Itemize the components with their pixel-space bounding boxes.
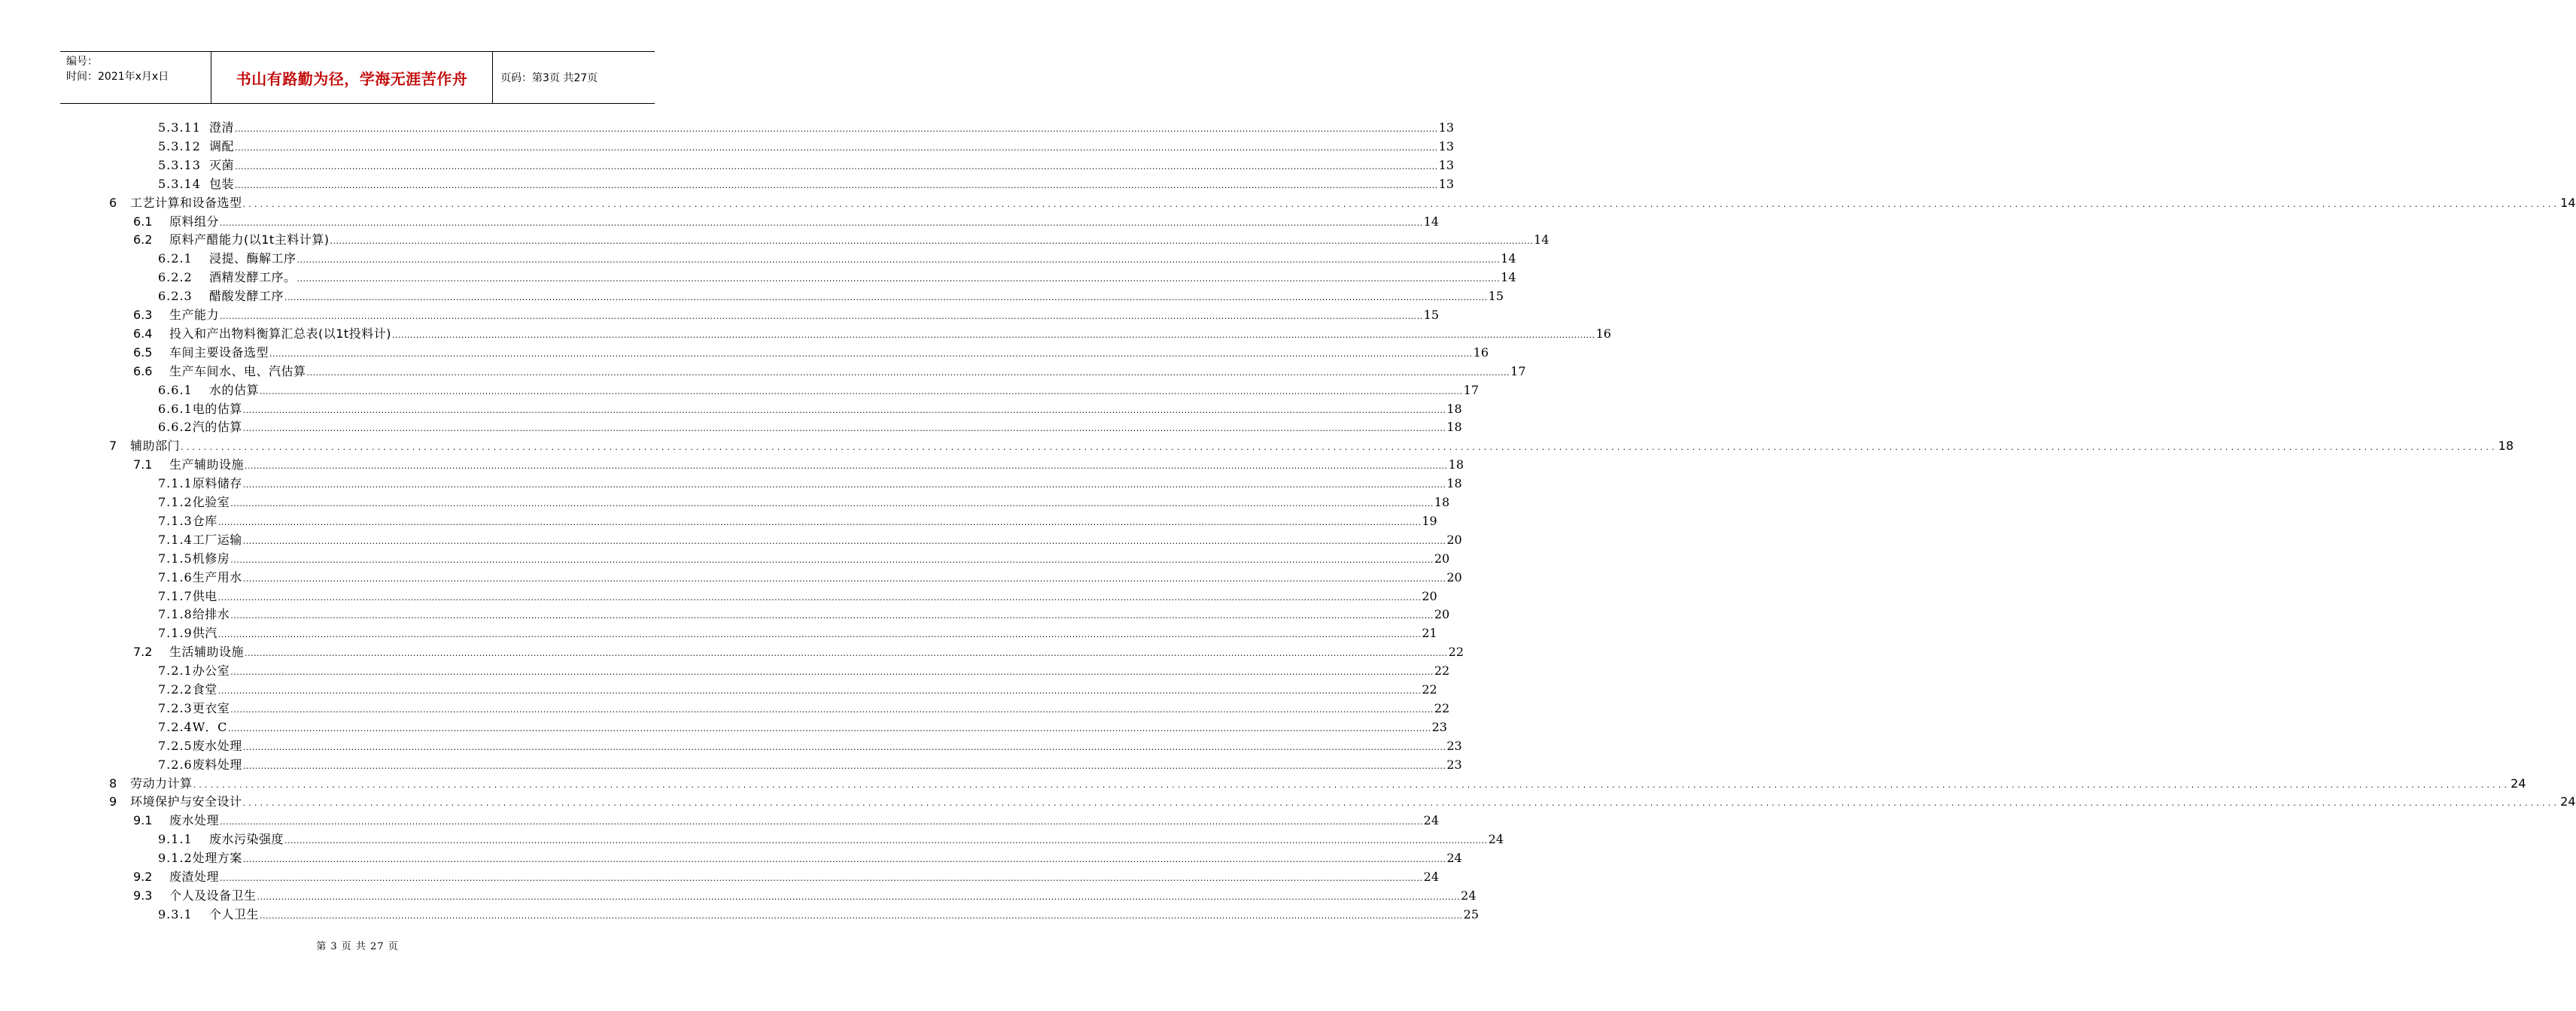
toc-entry-title: 更衣室: [192, 700, 230, 715]
toc-leader-dots: ................................................................................................................................................................................................................................................................................................................................................................................................................: [269, 348, 1473, 359]
toc-entry-title: 生产能力: [169, 308, 220, 322]
toc-leader-dots: ................................................................................................................................................................................................................................................................................................................................................................................................................: [235, 124, 1438, 134]
toc-entry-title: 环境保护与安全设计: [130, 794, 242, 809]
toc-entry[interactable]: [158, 250, 1516, 269]
toc-entry[interactable]: [158, 175, 1455, 194]
toc-entry-title: 废料处理: [192, 757, 242, 772]
toc-entry-page: 23: [1431, 719, 1447, 734]
toc-leader-dots: ................................................................................................................................................................................................................................................................................................................................................................................................................: [217, 630, 1422, 640]
toc-leader-dots: ................................................................................................................................................................................................................................................................................................................................................................................................................: [230, 667, 1434, 678]
toc-entry-number: 6.5: [133, 345, 153, 360]
toc-leader-dots: ................................................................................................................................................................................................................................................................................................................................................................................................................: [242, 573, 1446, 584]
toc-entry-number: 6.6.1: [158, 382, 193, 397]
toc-entry-page: 14: [1423, 214, 1440, 229]
toc-entry[interactable]: [158, 287, 1504, 306]
toc-entry-number: 6.6.1: [158, 401, 193, 416]
toc-entry-page: 20: [1434, 551, 1450, 566]
toc-entry-page: 24: [2560, 794, 2576, 809]
toc-entry-page: 23: [1446, 757, 1462, 772]
toc-entry-page: 24: [1423, 813, 1440, 828]
toc-entry-page: 23: [1446, 738, 1462, 753]
toc-entry-number: 8: [109, 776, 117, 791]
toc-entry-page: 18: [1434, 495, 1450, 509]
toc-entry-number: 6.2.3: [158, 289, 193, 304]
toc-entry-number: 6.2.1: [158, 251, 193, 266]
toc-entry-page: 20: [1434, 607, 1450, 622]
toc-entry[interactable]: [133, 643, 1464, 662]
toc-entry-title: W．C: [192, 719, 227, 734]
toc-entry[interactable]: [158, 662, 1450, 681]
toc-entry[interactable]: [158, 849, 1462, 868]
toc-leader-dots: ................................................................................................................................................................................................................................................................................................................................................................................................................: [297, 255, 1501, 266]
toc-entry[interactable]: [158, 138, 1455, 156]
toc-entry-number: 7.1.9: [158, 626, 193, 641]
toc-entry-number: 6.6.2: [158, 420, 193, 435]
toc-entry-number: 7.1.4: [158, 532, 193, 547]
page-footer: 第 3 页 共 27 页: [316, 941, 399, 952]
toc-entry-number: 7.1.3: [158, 513, 193, 528]
toc-entry-page: 24: [1488, 832, 1504, 847]
toc-entry-title: 废水处理: [192, 738, 242, 753]
toc-entry-number: 7.1.2: [158, 495, 193, 509]
toc-entry-title: 处理方案: [192, 851, 242, 866]
toc-leader-dots: ................................................................................................................................................................................................................................................................................................................................................................................................................: [306, 367, 1510, 378]
toc-entry-title: 生产用水: [192, 569, 242, 584]
toc-leader-dots: ................................................................................................................................................................................................................................................................................................................................................................................................................: [217, 592, 1422, 603]
toc-entry-page: 18: [1448, 457, 1464, 472]
toc-entry[interactable]: [158, 830, 1504, 849]
toc-leader-dots: ................................................................................................................................................................................................................................................................................................................................................................................................................: [227, 723, 1431, 733]
toc-entry-page: 17: [1463, 382, 1480, 397]
toc-entry-title: 供汽: [192, 626, 217, 641]
toc-entry-title: 醋酸发酵工序: [209, 289, 284, 304]
toc-entry-title: 供电: [192, 588, 217, 603]
toc-entry-title: 水的估算: [209, 382, 260, 397]
toc-entry-number: 5.3.14: [158, 176, 201, 191]
toc-entry-page: 24: [1461, 888, 1477, 903]
toc-entry-title: 化验室: [192, 495, 230, 509]
toc-entry-number: 7.2.1: [158, 663, 193, 679]
toc-entry-title: 工艺计算和设备选型: [130, 195, 242, 210]
toc-entry-page: 18: [1446, 401, 1462, 416]
toc-entry[interactable]: [158, 400, 1462, 419]
toc-entry[interactable]: [158, 381, 1480, 400]
toc-entry-page: 18: [1446, 476, 1462, 491]
toc-entry[interactable]: [158, 737, 1462, 756]
toc-entry-page: 22: [1434, 700, 1450, 715]
toc-leader-dots: ................................................................................................................................................................................................................................................................................................................................................................................................................: [220, 817, 1423, 827]
toc-entry-title: 生产车间水、电、汽估算: [169, 363, 306, 378]
toc-entry[interactable]: [158, 569, 1462, 587]
toc-entry-number: 9.2: [133, 870, 153, 884]
toc-entry-page: 24: [1423, 870, 1440, 884]
toc-entry-page: 14: [2560, 195, 2576, 210]
toc-entry-title: 投入和产出物料衡算汇总表(以1t投料计): [169, 326, 391, 341]
toc-entry-number: 6: [109, 195, 117, 210]
toc-entry-title: 酒精发酵工序。: [209, 270, 297, 285]
toc-leader-dots: ................................................................................................................................................................................................................................................................................................................................................................................................................: [260, 386, 1463, 396]
page-header: [60, 51, 655, 104]
toc-entry-title: 办公室: [192, 663, 230, 679]
toc-entry[interactable]: [133, 887, 1477, 906]
toc-leader-dots: ................................................................................................................................................................................................................................................................................................................................................................................................................: [193, 779, 2511, 790]
toc-entry-page: 13: [1438, 176, 1455, 191]
toc-entry[interactable]: [158, 493, 1450, 512]
toc-entry-title: 仓库: [192, 513, 217, 528]
toc-entry[interactable]: [158, 624, 1437, 643]
toc-entry-title: 废水处理: [169, 813, 220, 828]
toc-entry-number: 7.1.7: [158, 588, 193, 603]
toc-entry[interactable]: [109, 793, 2576, 812]
toc-entry-page: 16: [1473, 345, 1489, 360]
toc-entry-number: 7.2: [133, 645, 153, 660]
document-number-label: 编号：: [66, 56, 98, 68]
toc-entry-title: 给排水: [192, 607, 230, 622]
toc-entry-page: 13: [1438, 138, 1455, 153]
toc-leader-dots: ................................................................................................................................................................................................................................................................................................................................................................................................................: [235, 161, 1438, 172]
toc-leader-dots: ................................................................................................................................................................................................................................................................................................................................................................................................................: [242, 424, 1446, 434]
toc-entry-number: 5.3.13: [158, 157, 201, 172]
toc-entry[interactable]: [158, 475, 1462, 493]
toc-entry-title: 工厂运输: [192, 532, 242, 547]
toc-entry-number: 7.2.3: [158, 700, 193, 715]
toc-entry-title: 个人及设备卫生: [169, 888, 257, 903]
toc-entry[interactable]: [133, 306, 1440, 325]
toc-entry-page: 18: [1446, 420, 1462, 435]
toc-leader-dots: ................................................................................................................................................................................................................................................................................................................................................................................................................: [260, 910, 1463, 921]
toc-entry[interactable]: [133, 231, 1550, 250]
toc-leader-dots: ................................................................................................................................................................................................................................................................................................................................................................................................................: [284, 293, 1488, 303]
toc-entry-title: 劳动力计算: [130, 776, 193, 791]
toc-leader-dots: ................................................................................................................................................................................................................................................................................................................................................................................................................: [391, 329, 1595, 340]
toc-leader-dots: ................................................................................................................................................................................................................................................................................................................................................................................................................: [230, 704, 1434, 715]
toc-leader-dots: ................................................................................................................................................................................................................................................................................................................................................................................................................: [242, 480, 1446, 490]
toc-entry-title: 澄清: [209, 120, 235, 135]
toc-entry[interactable]: [109, 775, 2526, 794]
toc-entry-title: 调配: [209, 138, 235, 153]
toc-entry-number: 6.2.2: [158, 270, 193, 285]
toc-leader-dots: ................................................................................................................................................................................................................................................................................................................................................................................................................: [284, 836, 1488, 846]
toc-entry-page: 16: [1595, 326, 1611, 341]
toc-entry-page: 17: [1510, 363, 1526, 378]
toc-entry[interactable]: [133, 868, 1440, 887]
toc-entry[interactable]: [158, 606, 1450, 624]
toc-entry[interactable]: [158, 906, 1480, 924]
toc-leader-dots: ................................................................................................................................................................................................................................................................................................................................................................................................................: [257, 891, 1461, 902]
toc-leader-dots: ................................................................................................................................................................................................................................................................................................................................................................................................................: [242, 761, 1446, 771]
toc-entry-number: 5.3.11: [158, 120, 201, 135]
toc-entry-number: 7.2.2: [158, 682, 193, 697]
toc-entry-number: 7.1.5: [158, 551, 193, 566]
toc-entry-title: 原料储存: [192, 476, 242, 491]
toc-entry-page: 21: [1422, 626, 1437, 641]
toc-entry-page: 20: [1446, 532, 1462, 547]
toc-entry[interactable]: [133, 812, 1440, 830]
toc-entry-page: 24: [2511, 776, 2526, 791]
toc-leader-dots: ................................................................................................................................................................................................................................................................................................................................................................................................................: [245, 461, 1448, 472]
toc-leader-dots: ................................................................................................................................................................................................................................................................................................................................................................................................................: [217, 686, 1422, 696]
toc-entry-number: 9.3: [133, 888, 153, 903]
toc-entry[interactable]: [158, 550, 1450, 569]
toc-entry-page: 20: [1422, 588, 1437, 603]
toc-entry-title: 原料产醋能力(以1t主料计算): [169, 232, 330, 247]
toc-leader-dots: ................................................................................................................................................................................................................................................................................................................................................................................................................: [181, 442, 2498, 453]
toc-entry[interactable]: [158, 156, 1455, 175]
toc-leader-dots: ................................................................................................................................................................................................................................................................................................................................................................................................................: [220, 873, 1423, 883]
toc-entry-number: 9.1: [133, 813, 153, 828]
toc-entry[interactable]: [158, 269, 1516, 287]
toc-entry[interactable]: [133, 325, 1611, 344]
toc-entry[interactable]: [133, 363, 1526, 381]
toc-entry-title: 汽的估算: [192, 420, 242, 435]
toc-entry[interactable]: [158, 587, 1437, 606]
toc-leader-dots: ................................................................................................................................................................................................................................................................................................................................................................................................................: [235, 142, 1438, 153]
toc-leader-dots: ................................................................................................................................................................................................................................................................................................................................................................................................................: [242, 536, 1446, 546]
toc-entry-number: 6.4: [133, 326, 153, 341]
toc-leader-dots: ................................................................................................................................................................................................................................................................................................................................................................................................................: [242, 855, 1446, 865]
toc-entry-number: 6.6: [133, 363, 153, 378]
toc-entry[interactable]: [109, 437, 2514, 456]
toc-leader-dots: ................................................................................................................................................................................................................................................................................................................................................................................................................: [330, 236, 1534, 247]
toc-leader-dots: ................................................................................................................................................................................................................................................................................................................................................................................................................: [242, 798, 2560, 809]
toc-entry-title: 车间主要设备选型: [169, 345, 269, 360]
toc-entry-title: 废水污染强度: [209, 832, 284, 847]
toc-entry-page: 14: [1501, 270, 1516, 285]
toc-entry[interactable]: [158, 700, 1450, 718]
toc-leader-dots: ................................................................................................................................................................................................................................................................................................................................................................................................................: [230, 611, 1434, 621]
toc-entry[interactable]: [158, 756, 1462, 775]
toc-entry-number: 7: [109, 439, 117, 454]
toc-entry-title: 个人卫生: [209, 906, 260, 921]
toc-entry-number: 9.3.1: [158, 906, 193, 921]
toc-entry-number: 6.3: [133, 308, 153, 322]
toc-leader-dots: ................................................................................................................................................................................................................................................................................................................................................................................................................: [245, 648, 1448, 659]
header-page-label: 页码：第3页 共27页: [500, 72, 598, 84]
toc-entry-page: 14: [1501, 251, 1516, 266]
toc-leader-dots: ................................................................................................................................................................................................................................................................................................................................................................................................................: [235, 180, 1438, 190]
toc-entry-page: 15: [1488, 289, 1504, 304]
toc-entry-page: 22: [1448, 645, 1464, 660]
toc-entry[interactable]: [133, 344, 1489, 363]
toc-entry-page: 24: [1446, 851, 1462, 866]
toc-entry-title: 电的估算: [192, 401, 242, 416]
toc-entry-page: 20: [1446, 569, 1462, 584]
toc-entry-number: 7.2.4: [158, 719, 193, 734]
toc-entry-page: 14: [1534, 232, 1550, 247]
toc-entry[interactable]: [133, 213, 1440, 232]
toc-entry-title: 生产辅助设施: [169, 457, 245, 472]
toc-leader-dots: ................................................................................................................................................................................................................................................................................................................................................................................................................: [217, 517, 1422, 527]
toc-entry[interactable]: [158, 718, 1447, 737]
toc-leader-dots: ................................................................................................................................................................................................................................................................................................................................................................................................................: [297, 274, 1501, 284]
header-meta: [60, 52, 211, 103]
toc-entry-page: 25: [1463, 906, 1480, 921]
toc-entry-number: 9.1.1: [158, 832, 193, 847]
toc-entry[interactable]: [158, 512, 1437, 531]
toc-entry-number: 7.2.5: [158, 738, 193, 753]
toc-entry-title: 浸提、酶解工序: [209, 251, 297, 266]
toc-entry-number: 7.1.6: [158, 569, 193, 584]
toc-entry-title: 机修房: [192, 551, 230, 566]
toc-entry-page: 18: [2498, 439, 2514, 454]
toc-entry-number: 7.1.1: [158, 476, 193, 491]
toc-entry-page: 22: [1434, 663, 1450, 679]
toc-entry[interactable]: [158, 681, 1437, 700]
toc-entry-number: 9: [109, 794, 117, 809]
toc-entry[interactable]: [158, 119, 1455, 138]
toc-entry-page: 15: [1423, 308, 1440, 322]
document-date-label: 时间：2021年x月x日: [66, 71, 169, 83]
toc-entry-page: 13: [1438, 157, 1455, 172]
toc-entry-number: 7.1.8: [158, 607, 193, 622]
toc-entry[interactable]: [109, 194, 2576, 213]
toc-entry-number: 9.1.2: [158, 851, 193, 866]
toc-entry-title: 原料组分: [169, 214, 220, 229]
toc-leader-dots: ................................................................................................................................................................................................................................................................................................................................................................................................................: [242, 199, 2560, 209]
toc-leader-dots: ................................................................................................................................................................................................................................................................................................................................................................................................................: [230, 554, 1434, 565]
toc-entry-number: 6.2: [133, 232, 153, 247]
toc-entry-number: 7.2.6: [158, 757, 193, 772]
toc-entry-title: 生活辅助设施: [169, 645, 245, 660]
toc-entry[interactable]: [158, 418, 1462, 437]
toc-entry-number: 7.1: [133, 457, 153, 472]
toc-entry-title: 辅助部门: [130, 439, 181, 454]
toc-entry-number: 6.1: [133, 214, 153, 229]
toc-leader-dots: ................................................................................................................................................................................................................................................................................................................................................................................................................: [242, 742, 1446, 752]
toc-entry-title: 废渣处理: [169, 870, 220, 884]
toc-entry[interactable]: [158, 531, 1462, 550]
toc-entry-page: 19: [1422, 513, 1437, 528]
toc-entry-title: 包装: [209, 176, 235, 191]
toc-leader-dots: ................................................................................................................................................................................................................................................................................................................................................................................................................: [220, 311, 1423, 321]
header-motto: 书山有路勤为径，学海无涯苦作舟: [211, 52, 493, 103]
toc-leader-dots: ................................................................................................................................................................................................................................................................................................................................................................................................................: [230, 499, 1434, 509]
toc-entry-page: 22: [1422, 682, 1437, 697]
toc-entry-page: 13: [1438, 120, 1455, 135]
toc-entry-title: 灭菌: [209, 157, 235, 172]
toc-entry[interactable]: [133, 456, 1464, 475]
toc-leader-dots: ................................................................................................................................................................................................................................................................................................................................................................................................................: [242, 405, 1446, 415]
toc-entry-number: 5.3.12: [158, 138, 201, 153]
toc-leader-dots: ................................................................................................................................................................................................................................................................................................................................................................................................................: [220, 217, 1423, 228]
toc-entry-title: 食堂: [192, 682, 217, 697]
